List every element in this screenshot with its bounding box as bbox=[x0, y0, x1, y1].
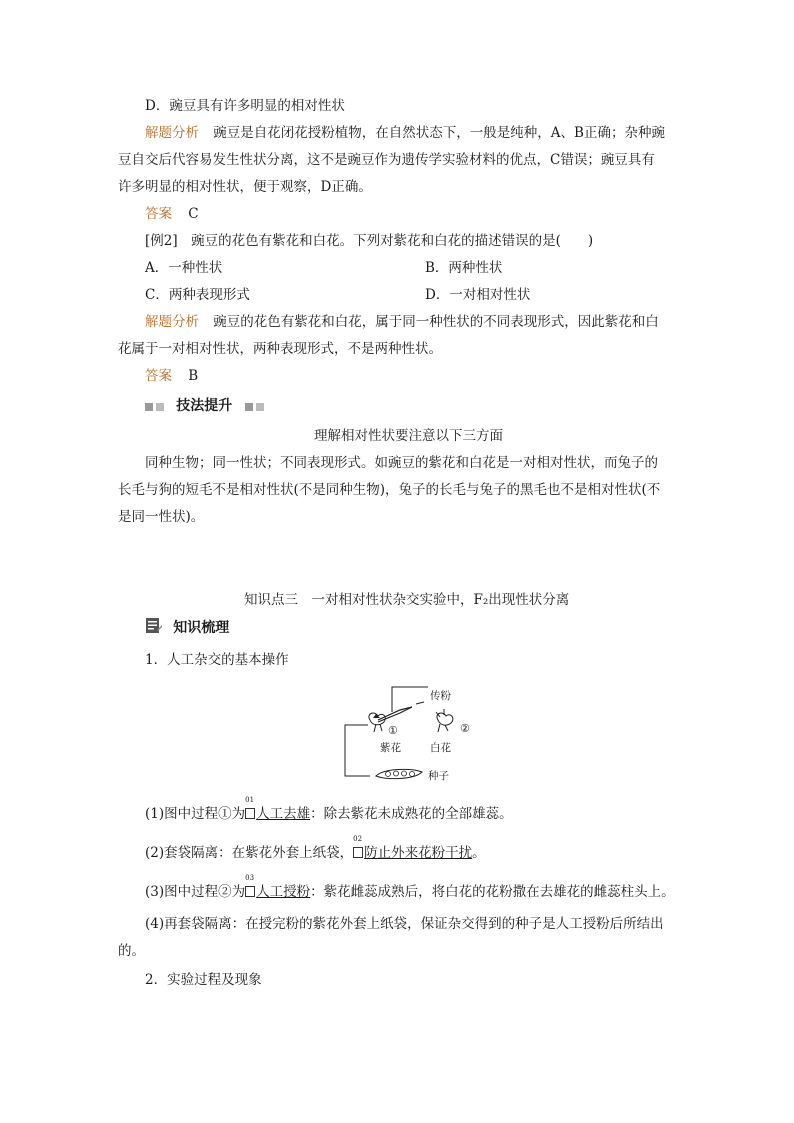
tips-text: 同种生物；同一性状；不同表现形式。如豌豆的紫花和白花是一对相对性状，而兔子的 bbox=[145, 455, 658, 471]
answer-line bbox=[145, 204, 199, 224]
analysis-text: 豌豆是自花闭花授粉植物，在自然状态下，一般是纯种，A、B正确；杂种豌 bbox=[213, 125, 665, 141]
blank-answer: 人工授粉 bbox=[256, 884, 311, 900]
square-icon bbox=[145, 403, 153, 411]
step-2-paragraph bbox=[145, 835, 486, 863]
analysis-tag: 解题分析 bbox=[145, 125, 199, 141]
analysis-text: 许多明显的相对性状，便于观察，D正确。 bbox=[118, 179, 372, 195]
answer-tag: 答案 bbox=[145, 368, 172, 384]
step-1-paragraph bbox=[145, 796, 513, 824]
tips-header-label: 技法提升 bbox=[176, 398, 233, 414]
analysis-tag: 解题分析 bbox=[145, 314, 199, 330]
analysis-text: 豆自交后代容易发生性状分离，这不是豌豆作为遗传学实验材料的优点，C错误；豌豆具有 bbox=[118, 152, 655, 168]
analysis-paragraph-1 bbox=[145, 123, 665, 143]
cross-pollination-figure bbox=[340, 684, 470, 782]
knowledge-header-label: 知识梳理 bbox=[173, 620, 230, 636]
blank-box-icon bbox=[245, 808, 255, 819]
label-step-2: ② bbox=[460, 722, 470, 735]
analysis-paragraph-2 bbox=[145, 312, 659, 332]
tips-text: 是同一性状)。 bbox=[118, 509, 205, 525]
blank-number: 01 bbox=[245, 796, 255, 804]
answer-value: B bbox=[188, 368, 199, 384]
knowledge-header bbox=[145, 617, 229, 640]
item1-title: 1．人工杂交的基本操作 bbox=[145, 652, 289, 668]
step-text: (2)套袋隔离：在紫花外套上纸袋， bbox=[145, 845, 354, 861]
step-text: (3)图中过程②为 bbox=[145, 884, 246, 900]
step-4-paragraph: (4)再套袋隔离：在授完粉的紫花外套上纸袋，保证杂交得到的种子是人工授粉后所结出 bbox=[145, 916, 664, 932]
option-d: D．一对相对性状 bbox=[425, 287, 531, 303]
tips-header bbox=[145, 396, 267, 416]
item2-title: 2．实验过程及现象 bbox=[145, 972, 262, 988]
blank-number: 02 bbox=[353, 835, 363, 843]
step-text: ：除去紫花未成熟花的全部雄蕊。 bbox=[310, 806, 513, 822]
question-stem: [例2] 豌豆的花色有紫花和白花。下列对紫花和白花的描述错误的是( ) bbox=[145, 233, 594, 249]
notebook-icon bbox=[145, 617, 163, 640]
blank-box-icon bbox=[245, 886, 255, 897]
tips-title: 理解相对性状要注意以下三方面 bbox=[314, 428, 503, 444]
tips-text: 长毛与狗的短毛不是相对性状(不是同种生物)，兔子的长毛与兔子的黑毛也不是相对性状(不 bbox=[118, 482, 661, 498]
label-seed: 种子 bbox=[428, 770, 449, 782]
label-pollination: 传粉 bbox=[430, 690, 451, 702]
answer-blank bbox=[245, 796, 311, 824]
option-c: C．两种表现形式 bbox=[145, 287, 250, 303]
step-text: ：紫花雌蕊成熟后，将白花的花粉撒在去雄花的雌蕊柱头上。 bbox=[310, 884, 675, 900]
square-icon bbox=[256, 403, 264, 411]
square-icon bbox=[156, 403, 164, 411]
step-text: 。 bbox=[472, 845, 486, 861]
square-icon bbox=[245, 403, 253, 411]
answer-line bbox=[145, 366, 198, 386]
answer-blank bbox=[353, 835, 473, 863]
label-white: 白花 bbox=[430, 742, 451, 754]
option-b: B．两种性状 bbox=[425, 260, 503, 276]
step-3-paragraph bbox=[145, 874, 675, 902]
section-title: 知识点三 一对相对性状杂交实验中，F₂出现性状分离 bbox=[244, 592, 570, 608]
option-d: D．豌豆具有许多明显的相对性状 bbox=[145, 98, 345, 114]
label-step-1: ① bbox=[388, 724, 398, 737]
blank-answer: 人工去雄 bbox=[256, 806, 311, 822]
step-text: (1)图中过程①为 bbox=[145, 806, 246, 822]
label-purple: 紫花 bbox=[380, 742, 401, 754]
step-4-paragraph-cont: 的。 bbox=[118, 943, 145, 959]
option-a: A．一种性状 bbox=[145, 260, 223, 276]
blank-answer: 防止外来花粉干扰 bbox=[364, 845, 473, 861]
answer-value: C bbox=[188, 206, 199, 222]
blank-box-icon bbox=[353, 847, 363, 858]
answer-tag: 答案 bbox=[145, 206, 172, 222]
analysis-text: 豌豆的花色有紫花和白花，属于同一种性状的不同表现形式，因此紫花和白 bbox=[213, 314, 659, 330]
analysis-text: 花属于一对相对性状，两种表现形式，不是两种性状。 bbox=[118, 341, 442, 357]
blank-number: 03 bbox=[245, 874, 255, 882]
answer-blank bbox=[245, 874, 311, 902]
